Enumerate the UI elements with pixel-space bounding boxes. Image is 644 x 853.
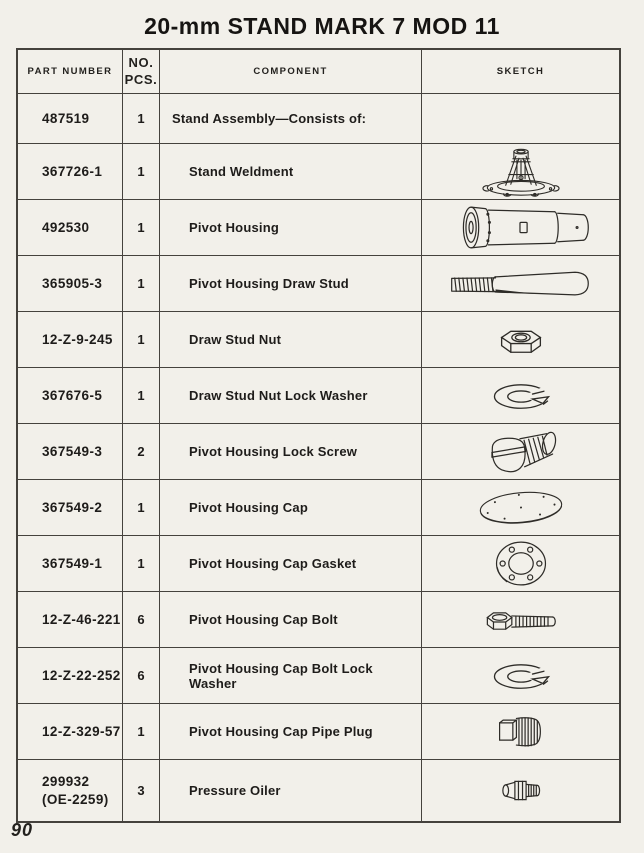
component-cell [160, 94, 422, 143]
table-row [18, 704, 619, 760]
lock-screw-drawing [430, 425, 612, 478]
table-row [18, 592, 619, 648]
part-number: 367726-1 [42, 163, 103, 179]
component-cell [160, 480, 422, 535]
part-number-cell [18, 648, 123, 703]
component-name: Pivot Housing Cap Pipe Plug [189, 724, 373, 739]
component-cell [160, 424, 422, 479]
part-number: 12-Z-9-245 [42, 331, 113, 347]
hex-nut-sketch [422, 312, 619, 367]
pcs-cell [123, 704, 160, 759]
cap-bolt-sketch [422, 592, 619, 647]
pivot-housing-drawing [430, 201, 612, 254]
table-row [18, 144, 619, 200]
part-number-cell [18, 144, 123, 199]
pcs-cell [123, 480, 160, 535]
table-row [18, 424, 619, 480]
part-number: 12-Z-22-252 [42, 667, 121, 683]
component-cell [160, 312, 422, 367]
pcs-cell [123, 312, 160, 367]
part-number: 299932 [42, 773, 90, 789]
component-cell [160, 760, 422, 821]
header-pcs-line: PCS. [124, 71, 158, 87]
part-number-cell [18, 536, 123, 591]
gasket-sketch [422, 536, 619, 591]
table-row [18, 256, 619, 312]
pcs-cell [123, 256, 160, 311]
pcs-cell [123, 592, 160, 647]
part-number-cell [18, 94, 123, 143]
header-component: COMPONENT [160, 50, 422, 93]
gasket-drawing [430, 537, 612, 590]
pcs-count: 1 [137, 111, 145, 126]
pcs-count: 1 [137, 220, 145, 235]
pressure-oiler-sketch [422, 760, 619, 821]
table-header-row [18, 50, 619, 94]
part-number-cell [18, 312, 123, 367]
cap-bolt-drawing [430, 593, 612, 646]
table-row [18, 368, 619, 424]
sketch-cell [422, 94, 619, 143]
part-number-cell [18, 592, 123, 647]
component-cell [160, 368, 422, 423]
part-number: 12-Z-329-57 [42, 723, 121, 739]
table-row [18, 648, 619, 704]
part-number: 487519 [42, 110, 90, 126]
component-cell [160, 144, 422, 199]
header-no-pcs [123, 50, 160, 93]
component-name: Draw Stud Nut [189, 332, 282, 347]
part-number-cell [18, 704, 123, 759]
part-number: 365905-3 [42, 275, 103, 291]
pressure-oiler-drawing [430, 764, 612, 817]
component-cell [160, 704, 422, 759]
component-cell [160, 200, 422, 255]
pcs-count: 6 [137, 612, 145, 627]
component-name: Pivot Housing Cap Bolt Lock Washer [189, 660, 373, 691]
table-row [18, 536, 619, 592]
component-name: Pressure Oiler [189, 783, 281, 798]
lock-washer-sketch [422, 648, 619, 703]
pipe-plug-drawing [430, 705, 612, 758]
stand-weldment-drawing [430, 145, 612, 198]
hex-nut-drawing [430, 313, 612, 366]
page-title: 20-mm STAND MARK 7 MOD 11 [144, 13, 500, 39]
lock-washer-drawing [430, 649, 612, 702]
component-cell [160, 256, 422, 311]
pcs-count: 1 [137, 500, 145, 515]
stand-weldment-sketch [422, 144, 619, 199]
component-name: Pivot Housing [189, 220, 279, 235]
page-number: 90 [11, 820, 34, 840]
pcs-cell [123, 648, 160, 703]
part-number: 367676-5 [42, 387, 103, 403]
pcs-cell [123, 536, 160, 591]
pcs-count: 1 [137, 388, 145, 403]
part-number: 492530 [42, 219, 90, 235]
component-name: Stand Assembly—Consists of: [172, 111, 367, 126]
part-number-cell [18, 256, 123, 311]
pcs-cell [123, 94, 160, 143]
table-row [18, 480, 619, 536]
component-cell [160, 592, 422, 647]
part-number-cell [18, 760, 123, 821]
parts-table [16, 48, 621, 823]
component-name: Pivot Housing Cap Bolt [189, 612, 338, 627]
table-row [18, 200, 619, 256]
part-number-cell [18, 368, 123, 423]
component-name: Draw Stud Nut Lock Washer [189, 388, 368, 403]
pcs-count: 6 [137, 668, 145, 683]
part-number-cell [18, 200, 123, 255]
parts-table-body [18, 94, 619, 821]
pcs-cell [123, 760, 160, 821]
part-number-line2: (OE-2259) [42, 791, 109, 807]
table-row [18, 760, 619, 821]
table-row [18, 94, 619, 144]
lock-washer-drawing [430, 369, 612, 422]
component-cell [160, 648, 422, 703]
pipe-plug-sketch [422, 704, 619, 759]
part-number: 367549-3 [42, 443, 103, 459]
table-row [18, 312, 619, 368]
component-name: Pivot Housing Cap [189, 500, 308, 515]
pcs-cell [123, 144, 160, 199]
pcs-count: 1 [137, 164, 145, 179]
header-part-number: PART NUMBER [18, 50, 123, 93]
part-number: 367549-2 [42, 499, 103, 515]
draw-stud-sketch [422, 256, 619, 311]
pcs-count: 1 [137, 276, 145, 291]
part-number-cell [18, 480, 123, 535]
pcs-count: 3 [137, 783, 145, 798]
component-name: Pivot Housing Draw Stud [189, 276, 349, 291]
header-sketch: SKETCH [496, 66, 545, 77]
part-number: 12-Z-46-221 [42, 611, 121, 627]
pcs-cell [123, 368, 160, 423]
pcs-count: 1 [137, 556, 145, 571]
part-number-cell [18, 424, 123, 479]
draw-stud-drawing [430, 257, 612, 310]
pcs-cell [123, 424, 160, 479]
cap-disc-drawing [430, 481, 612, 534]
pcs-cell [123, 200, 160, 255]
lock-washer-sketch [422, 368, 619, 423]
cap-disc-sketch [422, 480, 619, 535]
component-name: Pivot Housing Cap Gasket [189, 556, 357, 571]
part-number: 367549-1 [42, 555, 103, 571]
component-cell [160, 536, 422, 591]
pcs-count: 1 [137, 332, 145, 347]
component-name: Stand Weldment [189, 164, 294, 179]
pcs-count: 1 [137, 724, 145, 739]
component-name: Pivot Housing Lock Screw [189, 444, 358, 459]
pivot-housing-sketch [422, 200, 619, 255]
header-no-line: NO. [128, 55, 154, 71]
lock-screw-sketch [422, 424, 619, 479]
pcs-count: 2 [137, 444, 145, 459]
